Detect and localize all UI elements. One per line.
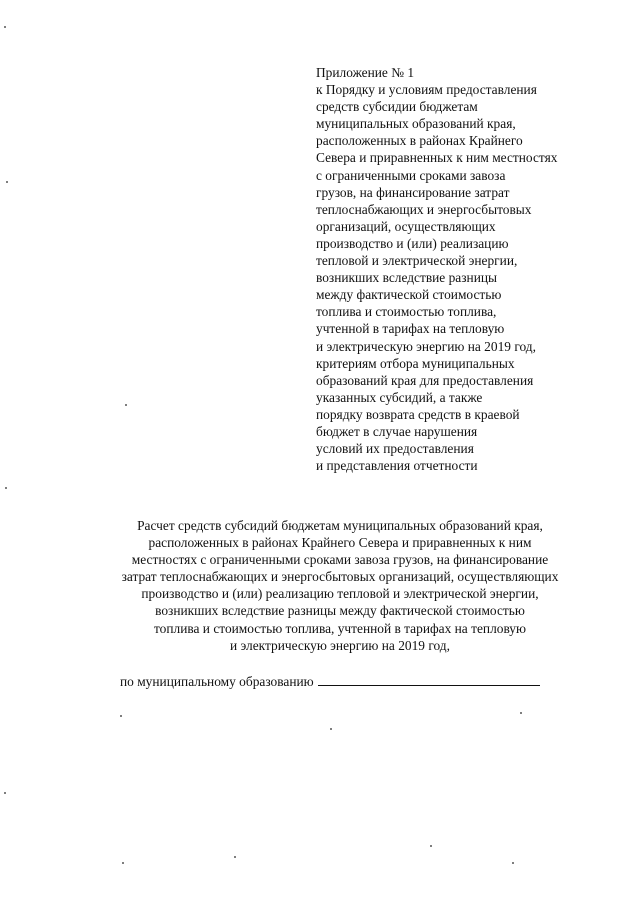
scan-speck [125, 404, 127, 406]
municipality-label: по муниципальному образованию [120, 674, 314, 689]
appendix-line: теплоснабжающих и энергосбытовых [316, 201, 532, 217]
appendix-line: Приложение № 1 [316, 65, 415, 80]
calculation-title [90, 517, 590, 654]
appendix-line: и представления отчетности [316, 458, 478, 474]
appendix-line: средств субсидии бюджетам [316, 99, 478, 115]
scan-speck [520, 712, 522, 714]
calculation-title-line: Расчет средств субсидий бюджетам муниципальных образований края, [137, 518, 543, 533]
scan-speck [430, 845, 432, 847]
appendix-line: тепловой и электрической энергии, [316, 253, 518, 269]
scan-speck [4, 792, 6, 794]
appendix-line: образований края для предоставления [316, 372, 534, 388]
appendix-line: и электрическую энергию на 2019 год, [316, 338, 536, 354]
municipality-blank-field [318, 673, 540, 686]
appendix-line: расположенных в районах Крайнего [316, 133, 523, 149]
appendix-line: грузов, на финансирование затрат [316, 184, 510, 200]
appendix-line: между фактической стоимостью [316, 287, 502, 303]
scan-speck [512, 862, 514, 864]
calculation-title-line: затрат теплоснабжающих и энергосбытовых организаций, осуществляющих [121, 569, 559, 585]
calculation-title-line: производство и (или) реализацию тепловой и электрической энергии, [141, 586, 539, 602]
appendix-line: с ограниченными сроками завоза [316, 167, 506, 183]
calculation-title-line: возникших вследствие разницы между фактической стоимостью [155, 603, 525, 619]
calculation-title-line: местностях с ограниченными сроками завоза грузов, на финансирование [131, 552, 549, 568]
appendix-line: бюджет в случае нарушения [316, 423, 478, 439]
scan-speck [4, 26, 6, 28]
appendix-line: организаций, осуществляющих [316, 218, 496, 234]
scan-speck [6, 181, 8, 183]
scan-speck [122, 862, 124, 864]
appendix-line: порядку возврата средств в краевой [316, 406, 520, 422]
scan-speck [5, 487, 7, 489]
appendix-line: указанных субсидий, а также [316, 389, 483, 405]
appendix-line: производство и (или) реализацию [316, 235, 509, 251]
calculation-title-line: расположенных в районах Крайнего Севера и приравненных к ним [148, 535, 532, 551]
appendix-line: условий их предоставления [316, 441, 474, 457]
appendix-line: возникших вследствие разницы [316, 270, 498, 286]
appendix-line: критериям отбора муниципальных [316, 355, 515, 371]
appendix-header [316, 64, 616, 474]
appendix-line: топлива и стоимостью топлива, [316, 304, 497, 320]
appendix-line: учтенной в тарифах на тепловую [316, 321, 505, 337]
appendix-line: Севера и приравненных к ним местностях [316, 150, 558, 166]
scan-speck [330, 728, 332, 730]
calculation-title-line: и электрическую энергию на 2019 год, [230, 637, 450, 653]
municipality-line [120, 673, 540, 690]
scan-speck [234, 856, 236, 858]
scan-speck [120, 715, 122, 717]
appendix-line: муниципальных образований края, [316, 116, 516, 132]
appendix-line: к Порядку и условиям предоставления [316, 82, 537, 98]
calculation-title-line: топлива и стоимостью топлива, учтенной в тарифах на тепловую [153, 620, 527, 636]
